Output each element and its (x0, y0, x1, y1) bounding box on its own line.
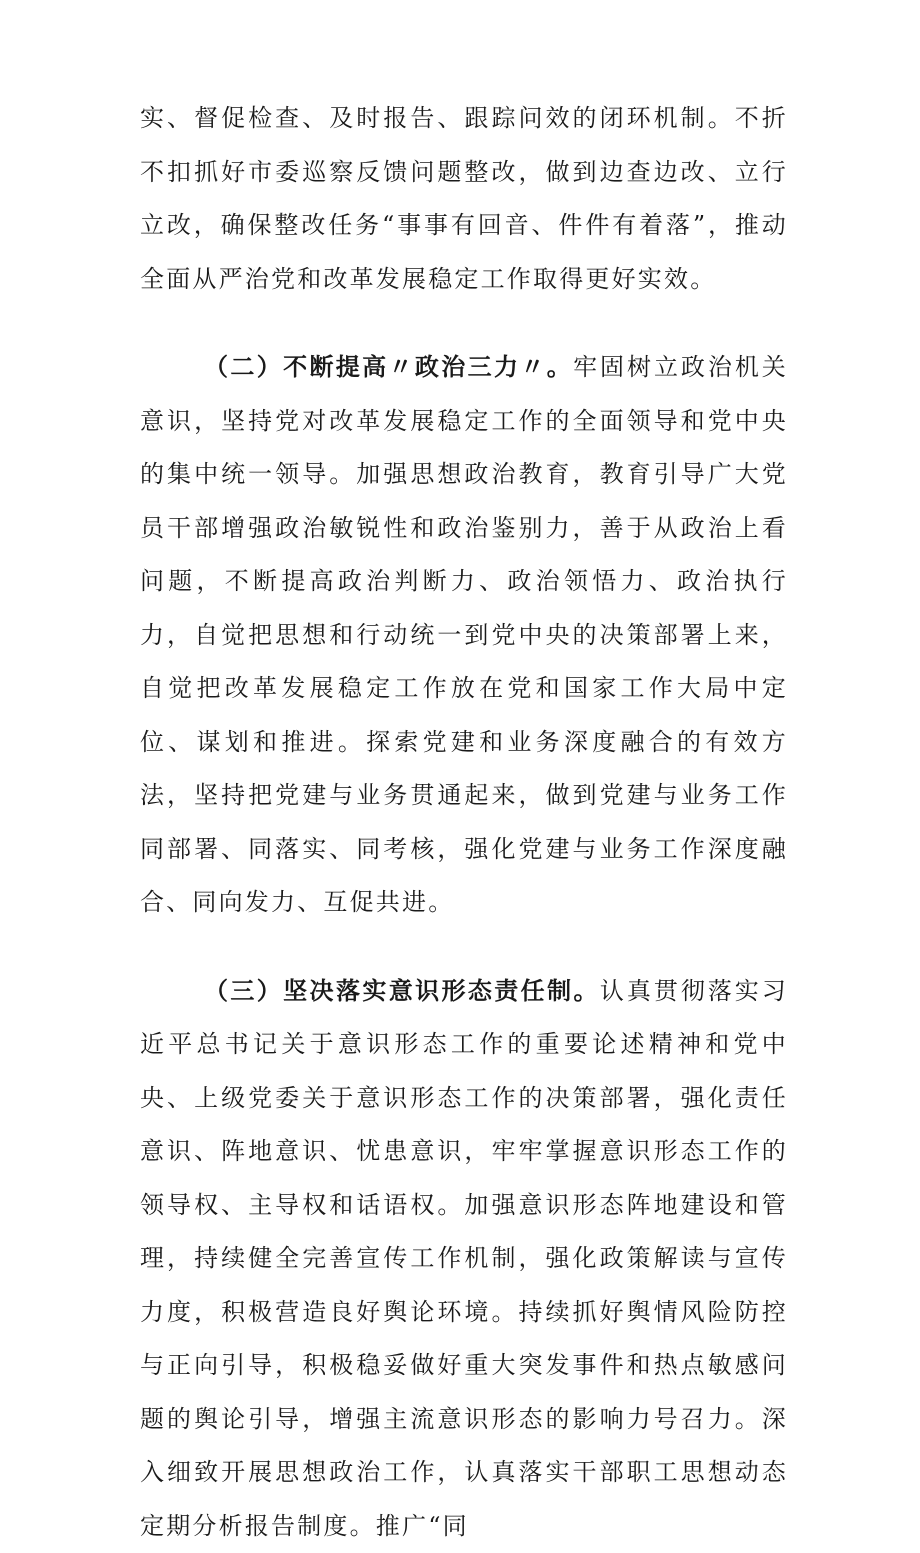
paragraph-ideology-responsibility (140, 965, 788, 1553)
section-heading: （二）不断提高〃政治三力〃。 (204, 353, 573, 381)
paragraph-continued (140, 92, 788, 306)
section-heading: （三）坚决落实意识形态责任制。 (204, 977, 600, 1005)
paragraph-political-abilities (140, 341, 788, 930)
paragraph-text: 认真贯彻落实习近平总书记关于意识形态工作的重要论述精神和党中央、上级党委关于意识形态工作的决策部署，强化责任意识、阵地意识、忧患意识，牢牢掌握意识形态工作的领导权、主导权和话语权。加强意识形态阵地建设和管理，持续健全完善宣传工作机制，强化政策解读与宣传力度，积极营造良好舆论环境。持续抓好舆情风险防控与正向引导，积极稳妥做好重大突发事件和热点敏感问题的舆论引导，增强主流意识形态的影响力号召力。深入细致开展思想政治工作，认真落实干部职工思想动态定期分析报告制度。推广“同 (140, 977, 788, 1540)
paragraph-text: 牢固树立政治机关意识，坚持党对改革发展稳定工作的全面领导和党中央的集中统一领导。加强思想政治教育，教育引导广大党员干部增强政治敏锐性和政治鉴别力，善于从政治上看问题，不断提高政治判断力、政治领悟力、政治执行力，自觉把思想和行动统一到党中央的决策部署上来，自觉把改革发展稳定工作放在党和国家工作大局中定位、谋划和推进。探索党建和业务深度融合的有效方法，坚持把党建与业务贯通起来，做到党建与业务工作同部署、同落实、同考核，强化党建与业务工作深度融合、同向发力、互促共进。 (140, 353, 788, 916)
paragraph-text: 实、督促检查、及时报告、跟踪问效的闭环机制。不折不扣抓好市委巡察反馈问题整改，做到边查边改、立行立改，确保整改任务“事事有回音、件件有着落”，推动全面从严治党和改革发展稳定工作取得更好实效。 (140, 104, 788, 293)
